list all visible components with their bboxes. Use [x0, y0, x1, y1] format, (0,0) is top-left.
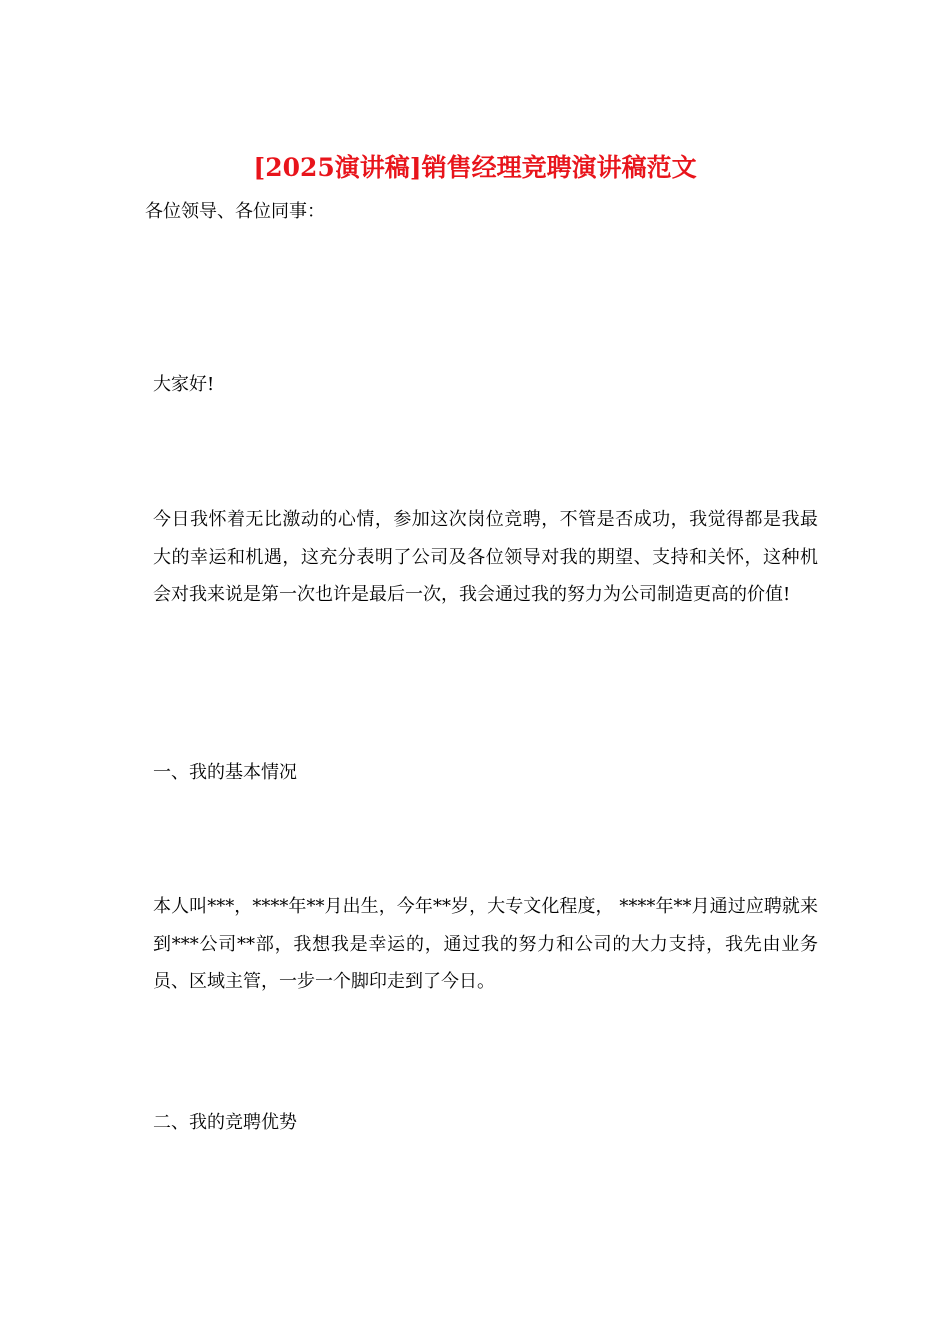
section-heading-advantages: 二、我的竞聘优势 — [153, 1112, 297, 1133]
paragraph-opening: 今日我怀着无比激动的心情，参加这次岗位竞聘，不管是否成功，我觉得都是我最大的幸运和机遇，这充分表明了公司及各位领导对我的期望、支持和关怀，这种机会对我来说是第一次也许是最后一次，我会通过我的努力为公司制造更高的价值! — [153, 509, 818, 605]
document-title: [2025演讲稿]销售经理竞聘演讲稿范文 — [253, 153, 697, 182]
section-heading-basic-info: 一、我的基本情况 — [153, 762, 297, 783]
paragraph-basic-info: 本人叫***，****年**月出生，今年**岁，大专文化程度， ****年**月通过应聘就来到***公司**部，我想我是幸运的，通过我的努力和公司的大力支持，我先由业务员、区域主管，一步一个脚印走到了今日。 — [153, 896, 818, 992]
greeting: 大家好! — [153, 374, 215, 395]
salutation: 各位领导、各位同事： — [145, 201, 325, 222]
